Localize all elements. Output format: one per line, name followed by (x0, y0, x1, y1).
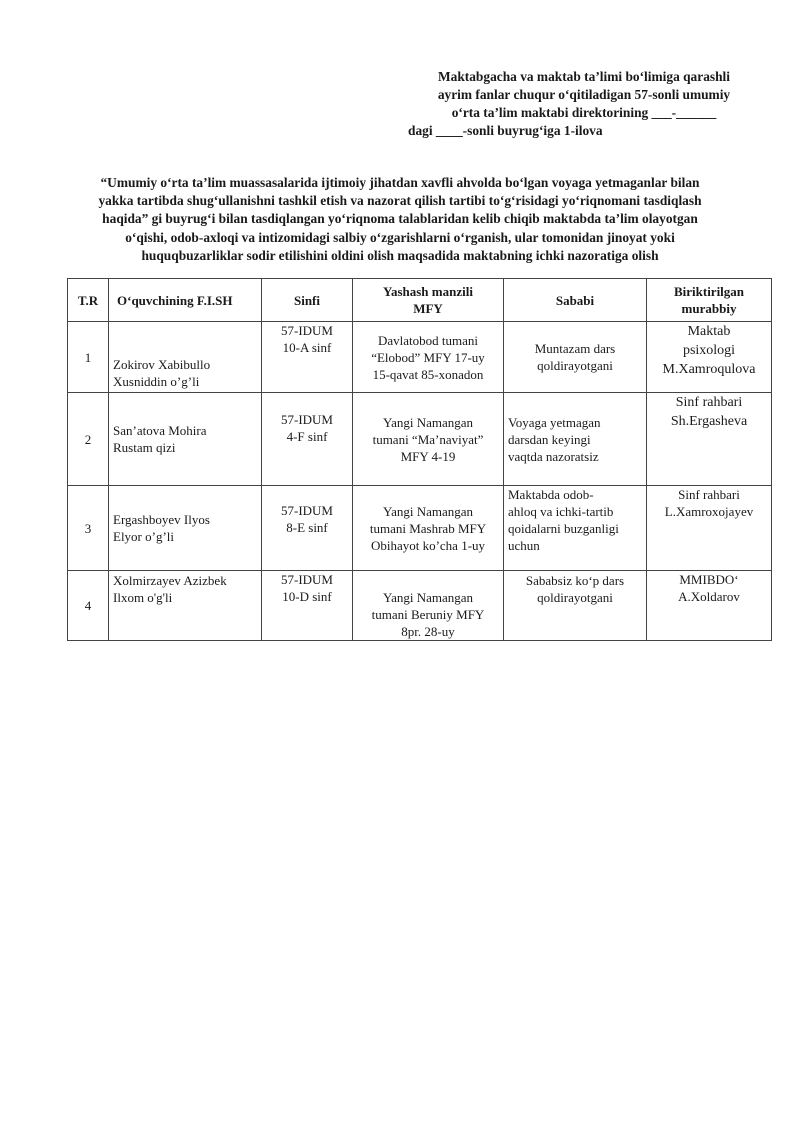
name-line: Ergashboyev Ilyos (113, 512, 210, 527)
reason-line: vaqtda nazoratsiz (508, 448, 599, 464)
name-line: Ilxom o'g'li (113, 590, 173, 605)
reason-line: qoidalarni buzganligi (508, 521, 619, 536)
mentor-line: L.Xamroxojayev (664, 504, 754, 519)
reason-line: Muntazam dars (534, 341, 616, 356)
header-name: O‘quvchining F.I.SH (109, 279, 262, 322)
cell-name (109, 322, 262, 393)
reason-line: qoldirayotgani (537, 358, 613, 373)
header-address (353, 279, 504, 322)
heading-line: huquqbuzarliklar sodir etilishini oldini olish maqsadida maktabning ichki nazoratiga olish (141, 247, 659, 263)
address-line: Yangi Namangan (382, 590, 474, 605)
reason-line: qoldirayotgani (537, 590, 613, 605)
header-num: T.R (68, 279, 109, 322)
heading-line: o‘qishi, odob-axloqi va intizomidagi salbiy o‘zgarishlarni o‘rganish, ular tomonidan jinoyat yoki (125, 229, 675, 245)
cell-class (262, 322, 353, 393)
class-line: 57-IDUM (281, 503, 333, 518)
header-reason: Sababi (504, 279, 647, 322)
class-line: 57-IDUM (281, 323, 333, 338)
mentor-line: Sinf rahbari (678, 487, 740, 502)
cell-name (109, 393, 262, 486)
class-line: 10-A sinf (282, 340, 332, 355)
mentor-line: A.Xoldarov (678, 589, 740, 604)
annex-line: Maktabgacha va maktab ta’limi bo‘limiga qarashli (437, 69, 730, 84)
cell-address (353, 322, 504, 393)
cell-mentor (647, 322, 772, 393)
heading-line: “Umumiy o‘rta ta’lim muassasalarida ijtimoiy jihatdan xavfli ahvolda bo‘lgan voyaga yetmaganlar bilan (100, 175, 700, 190)
cell-name (109, 571, 262, 641)
annex-line: o‘rta ta’lim maktabi direktorining ___-______ (451, 105, 717, 120)
reason-line: Maktabda odob- (508, 487, 594, 502)
table-row (68, 322, 772, 393)
heading-line: haqida” gi buyrug‘i bilan tasdiqlangan yo‘riqnoma talablaridan kelib chiqib maktabda ta’lim olayotgan (102, 211, 698, 227)
header-address-line: Yashash manzili (383, 284, 473, 299)
annex-line: dagi ____-sonli buyrug‘iga 1-ilova (408, 123, 603, 138)
cell-num: 4 (68, 571, 109, 641)
class-line: 8-E sinf (286, 520, 328, 535)
annex-note (408, 68, 760, 140)
address-line: tumani Mashrab MFY (369, 520, 487, 536)
reason-line: Voyaga yetmagan (508, 414, 601, 430)
address-line: tumani Beruniy MFY (371, 607, 485, 622)
class-line: 57-IDUM (281, 572, 333, 587)
cell-address (353, 486, 504, 571)
cell-num: 1 (68, 322, 109, 393)
name-line: Xusniddin o’g’li (113, 374, 200, 389)
mentor-line: Maktab (687, 324, 731, 339)
cell-reason (504, 571, 647, 641)
mentor-line: psixologi (682, 343, 736, 358)
cell-reason (504, 486, 647, 571)
reason-line: darsdan keyingi (508, 431, 591, 447)
cell-num: 3 (68, 486, 109, 571)
class-line: 4-F sinf (286, 429, 328, 444)
cell-name (109, 486, 262, 571)
cell-class (262, 571, 353, 641)
reason-line: Sababsiz ko‘p dars (525, 573, 625, 588)
table-row (68, 393, 772, 486)
cell-mentor (647, 486, 772, 571)
mentor-line: M.Xamroqulova (662, 362, 756, 377)
address-line: MFY 4-19 (400, 448, 456, 464)
name-line: Zokirov Xabibullo (113, 357, 211, 372)
cell-class (262, 393, 353, 486)
document-heading (70, 174, 730, 265)
mentor-line: Sh.Ergasheva (670, 414, 748, 429)
annex-line: ayrim fanlar chuqur o‘qitiladigan 57-sonli umumiy (437, 87, 731, 102)
name-line: Rustam qizi (113, 440, 176, 455)
table-row (68, 571, 772, 641)
cell-reason (504, 322, 647, 393)
address-line: 8pr. 28-uy (401, 624, 455, 639)
cell-class (262, 486, 353, 571)
address-line: 15-qavat 85-xonadon (372, 366, 484, 382)
header-address-line: MFY (413, 301, 443, 316)
name-line: San’atova Mohira (113, 423, 207, 438)
name-line: Elyor o’g’li (113, 529, 175, 544)
cell-address (353, 393, 504, 486)
header-mentor-line: Biriktirilgan (673, 284, 745, 299)
table-header-row (68, 279, 772, 322)
mentor-line: MMIBDO‘ (679, 572, 739, 587)
address-line: Yangi Namangan (382, 503, 474, 519)
table-row (68, 486, 772, 571)
header-mentor-line: murabbiy (681, 301, 737, 316)
cell-reason (504, 393, 647, 486)
address-line: Davlatobod tumani (377, 332, 478, 348)
reason-line: ahloq va ichki-tartib (508, 504, 614, 519)
address-line: Obihayot ko’cha 1-uy (370, 537, 486, 553)
name-line: Xolmirzayev Azizbek (113, 573, 227, 588)
mentor-line: Sinf rahbari (675, 395, 743, 410)
address-line: “Elobod” MFY 17-uy (371, 349, 485, 365)
reason-line: uchun (508, 538, 540, 553)
cell-num: 2 (68, 393, 109, 486)
cell-mentor (647, 571, 772, 641)
class-line: 10-D sinf (282, 589, 332, 604)
header-class: Sinfi (262, 279, 353, 322)
cell-address (353, 571, 504, 641)
class-line: 57-IDUM (281, 412, 333, 427)
students-table (67, 278, 772, 641)
header-mentor (647, 279, 772, 322)
address-line: tumani “Ma’naviyat” (372, 431, 484, 447)
address-line: Yangi Namangan (382, 414, 474, 430)
cell-mentor (647, 393, 772, 486)
heading-line: yakka tartibda shug‘ullanishni tashkil etish va nazorat qilish tartibi to‘g‘risidagi yo‘riqnomani tasdiqlash (98, 193, 702, 209)
